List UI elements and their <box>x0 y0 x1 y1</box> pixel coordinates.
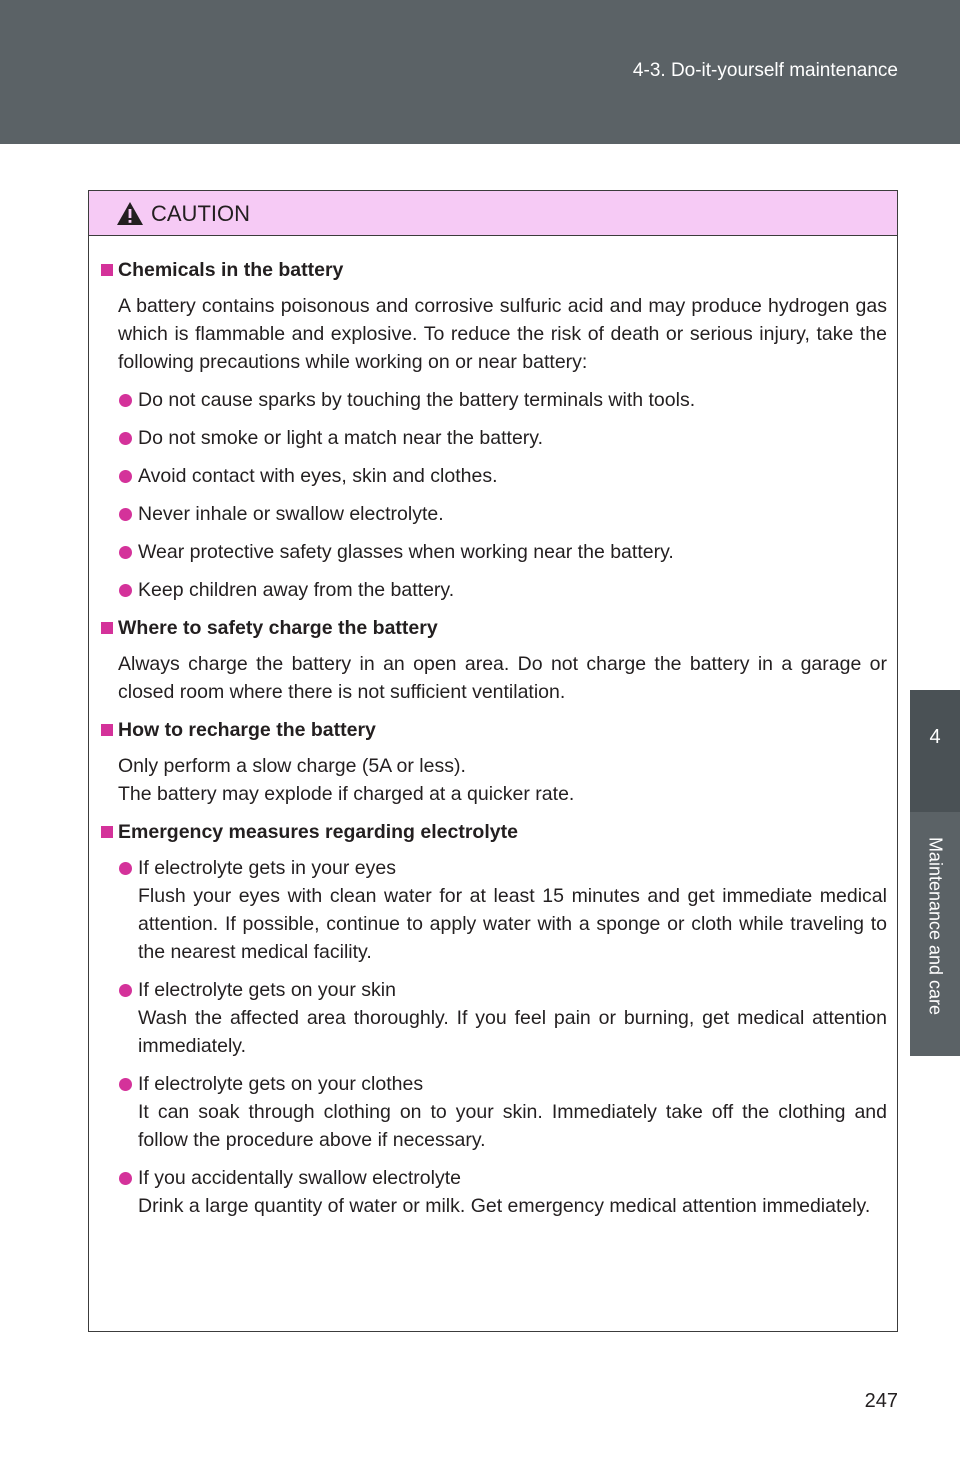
paragraph: A battery contains poisonous and corrosive sulfuric acid and may produce hydrogen gas which is flammable and explosive. To reduce the risk of death or serious injury, take the following precautions while working on or near battery: <box>118 295 887 373</box>
bullet-dot-icon <box>119 394 132 407</box>
bullet-dot-icon <box>119 546 132 559</box>
list-item-text: Do not smoke or light a match near the battery. <box>138 427 544 449</box>
list-item <box>101 576 887 604</box>
item-text: Drink a large quantity of water or milk. Get emergency medical attention immediately. <box>138 1195 871 1217</box>
paragraph-line: The battery may explode if charged at a quicker rate. <box>118 783 575 805</box>
caution-title: CAUTION <box>151 201 250 226</box>
caution-box <box>88 190 898 1332</box>
section-heading <box>101 716 887 744</box>
chapter-tab <box>910 690 960 1056</box>
item-text: Flush your eyes with clean water for at least 15 minutes and get immediate medical attention. If possible, continue to apply water with a sponge or cloth while traveling to the nearest medical facility. <box>138 885 887 963</box>
chapter-number: 4 <box>929 726 941 748</box>
chapter-label: Maintenance and care <box>925 836 946 1016</box>
square-bullet-icon <box>101 724 113 736</box>
section-heading <box>101 818 887 846</box>
square-bullet-icon <box>101 622 113 634</box>
section-heading-text: How to recharge the battery <box>118 719 376 741</box>
chapter-tab-number-block <box>910 690 960 812</box>
list-item-text: Wear protective safety glasses when working near the battery. <box>138 541 674 563</box>
square-bullet-icon <box>101 826 113 838</box>
list-item <box>101 1070 887 1154</box>
bullet-dot-icon <box>119 584 132 597</box>
bullet-dot-icon <box>119 1172 132 1185</box>
list-item <box>101 500 887 528</box>
list-item <box>101 424 887 452</box>
section-charge-location <box>101 614 887 706</box>
list-item <box>101 1164 887 1220</box>
caution-header <box>89 191 897 236</box>
paragraph <box>101 752 887 808</box>
list-item <box>101 538 887 566</box>
caution-body <box>89 236 897 1220</box>
paragraph: Always charge the battery in an open area. Do not charge the battery in a garage or closed room where there is not sufficient ventilation. <box>118 653 887 703</box>
section-title: 4-3. Do-it-yourself maintenance <box>632 60 898 81</box>
section-heading-text: Emergency measures regarding electrolyte <box>118 821 518 843</box>
bullet-dot-icon <box>119 470 132 483</box>
item-heading: If you accidentally swallow electrolyte <box>138 1167 461 1189</box>
section-recharge <box>101 716 887 808</box>
item-text: It can soak through clothing on to your skin. Immediately take off the clothing and follow the procedure above if necessary. <box>138 1101 887 1151</box>
warning-icon <box>116 201 144 226</box>
list-item <box>101 462 887 490</box>
list-item <box>101 854 887 966</box>
header-bar <box>0 0 960 144</box>
section-heading <box>101 256 887 284</box>
list-item-text: Do not cause sparks by touching the battery terminals with tools. <box>138 389 696 411</box>
list-item-text: Never inhale or swallow electrolyte. <box>138 503 444 525</box>
bullet-dot-icon <box>119 432 132 445</box>
paragraph-line: Only perform a slow charge (5A or less). <box>118 755 466 777</box>
item-heading: If electrolyte gets on your clothes <box>138 1073 424 1095</box>
bullet-dot-icon <box>119 984 132 997</box>
list-item <box>101 976 887 1060</box>
bullet-dot-icon <box>119 508 132 521</box>
item-text: Wash the affected area thoroughly. If you feel pain or burning, get medical attention immediately. <box>138 1007 887 1057</box>
item-heading: If electrolyte gets in your eyes <box>138 857 396 879</box>
section-emergency <box>101 818 887 1220</box>
page-number: 247 <box>864 1390 898 1412</box>
bullet-dot-icon <box>119 862 132 875</box>
section-heading <box>101 614 887 642</box>
section-heading-text: Chemicals in the battery <box>118 259 344 281</box>
square-bullet-icon <box>101 264 113 276</box>
list-item-text: Avoid contact with eyes, skin and clothes. <box>138 465 498 487</box>
section-chemicals <box>101 256 887 604</box>
section-heading-text: Where to safety charge the battery <box>118 617 438 639</box>
item-heading: If electrolyte gets on your skin <box>138 979 396 1001</box>
list-item-text: Keep children away from the battery. <box>138 579 455 601</box>
list-item <box>101 386 887 414</box>
bullet-dot-icon <box>119 1078 132 1091</box>
